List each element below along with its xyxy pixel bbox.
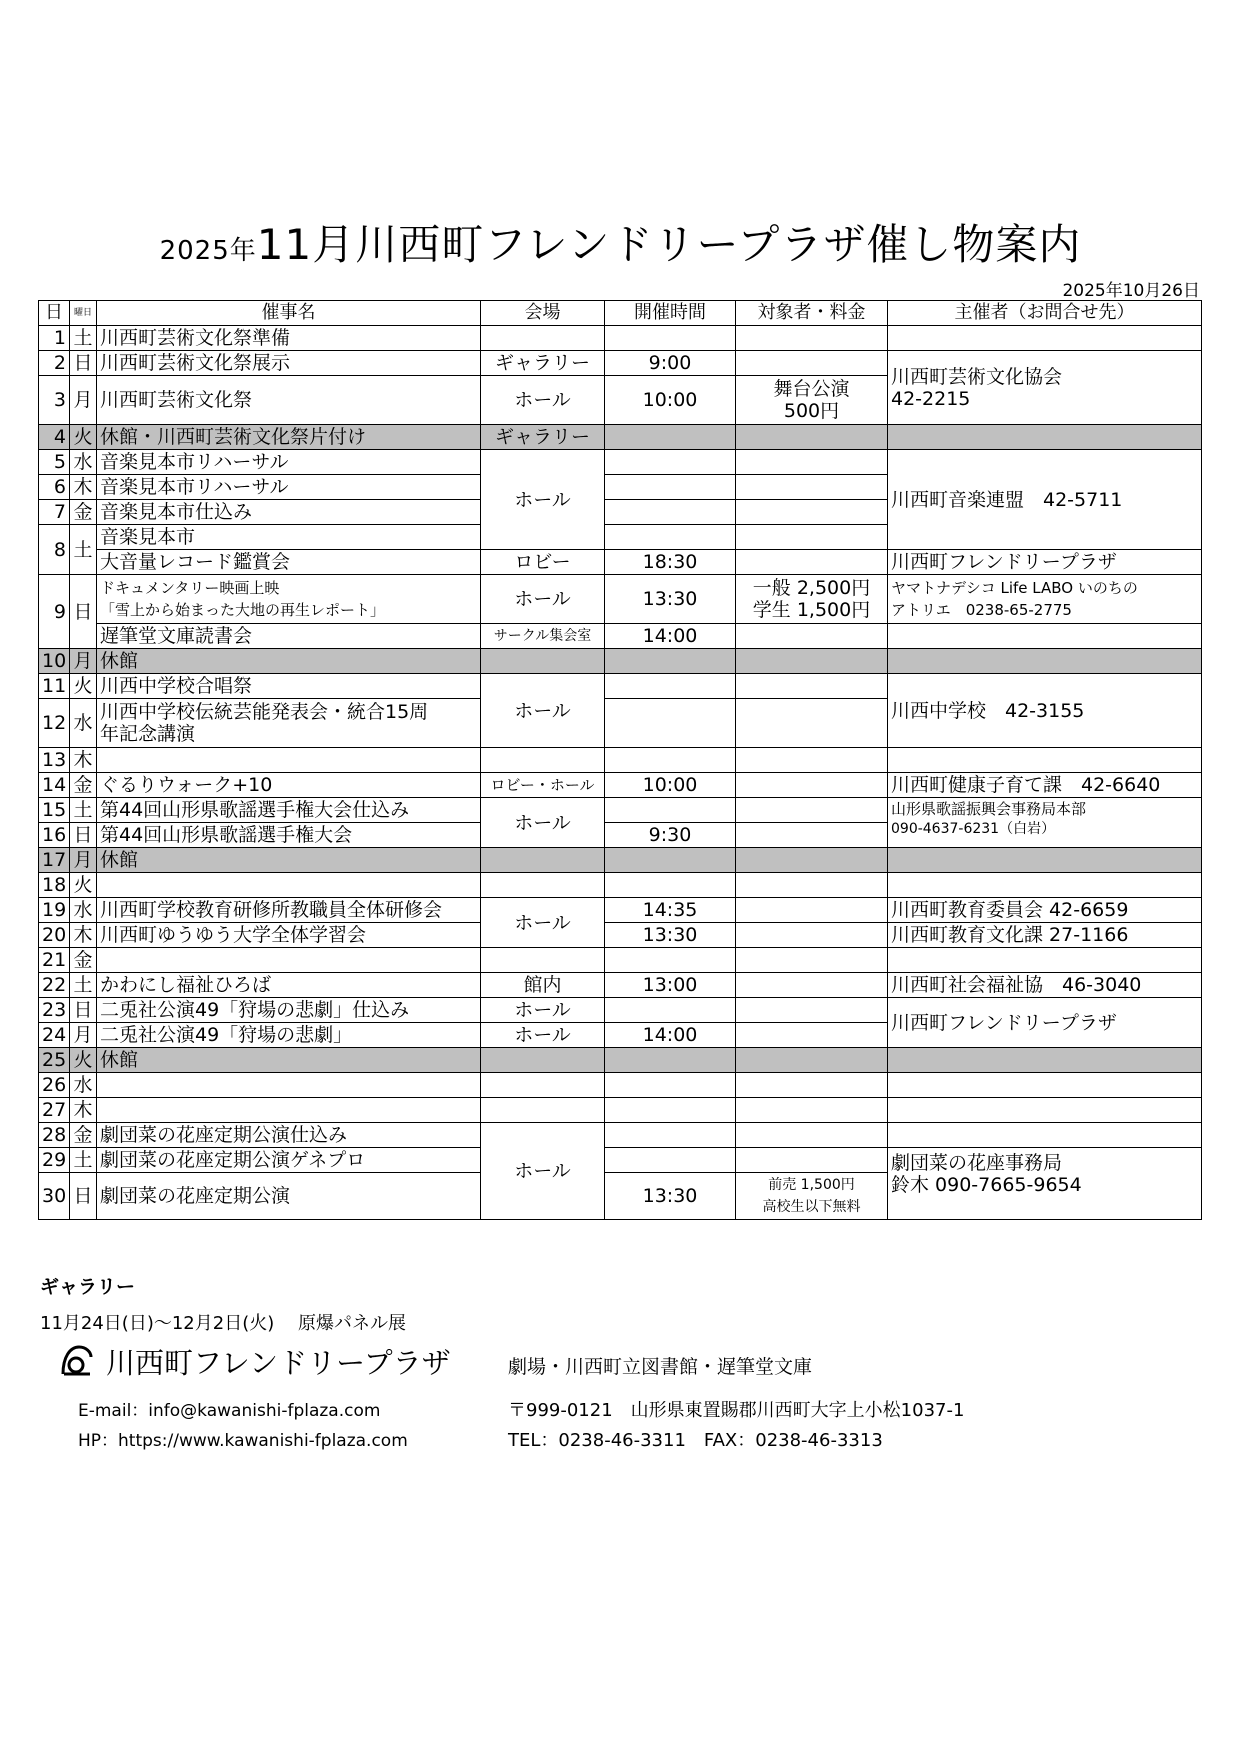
day-cell: 24 (39, 1023, 70, 1048)
organizer-phone: アトリエ 0238-65-2775 (891, 601, 1072, 619)
table-row (39, 973, 1202, 998)
event-cell (97, 748, 481, 773)
day-cell: 17 (39, 848, 70, 873)
table-row (39, 450, 1202, 475)
venue-cell (481, 649, 605, 674)
fee-price: 500円 (783, 400, 840, 422)
organizer-cell (888, 575, 1202, 624)
venue-cell: ホール (481, 575, 605, 624)
time-cell (605, 649, 736, 674)
day-cell: 19 (39, 898, 70, 923)
time-cell (605, 1048, 736, 1073)
table-row (39, 624, 1202, 649)
time-cell (605, 450, 736, 475)
time-cell (605, 948, 736, 973)
table-row (39, 351, 1202, 376)
weekday-cell: 金 (70, 500, 97, 525)
page-title: 2025年11月川西町フレンドリープラザ催し物案内 (159, 220, 1082, 269)
venue-cell (481, 848, 605, 873)
day-cell: 7 (39, 500, 70, 525)
weekday-cell: 火 (70, 1048, 97, 1073)
organizer-name: 山形県歌謡振興会事務局本部 (891, 800, 1087, 818)
fee-cell (736, 1173, 888, 1220)
col-weekday: 曜日 (70, 301, 97, 326)
event-cell: 休館 (97, 649, 481, 674)
footer-name: 川西町フレンドリープラザ (106, 1346, 451, 1380)
organizer-cell: 川西町フレンドリープラザ (888, 550, 1202, 575)
organizer-cell (888, 326, 1202, 351)
weekday-cell: 水 (70, 450, 97, 475)
col-venue: 会場 (481, 301, 605, 326)
fee-cell (736, 500, 888, 525)
table-row (39, 998, 1202, 1023)
organizer-cell (888, 873, 1202, 898)
event-cell: 川西町芸術文化祭展示 (97, 351, 481, 376)
venue-cell: ギャラリー (481, 351, 605, 376)
venue-cell: ホール (481, 1023, 605, 1048)
organizer-name: 劇団菜の花座事務局 (891, 1152, 1063, 1174)
event-title: ドキュメンタリー映画上映 (100, 579, 280, 597)
table-row (39, 674, 1202, 699)
table-row (39, 649, 1202, 674)
venue-cell: ホール (481, 998, 605, 1023)
weekday-cell: 月 (70, 848, 97, 873)
time-cell (605, 748, 736, 773)
weekday-cell: 火 (70, 674, 97, 699)
fee-cell (736, 699, 888, 748)
time-cell (605, 873, 736, 898)
day-cell: 22 (39, 973, 70, 998)
table-row (39, 326, 1202, 351)
table-row (39, 1098, 1202, 1123)
venue-cell: ホール (481, 450, 605, 550)
weekday-cell: 水 (70, 1073, 97, 1098)
weekday-cell: 土 (70, 326, 97, 351)
weekday-cell: 水 (70, 898, 97, 923)
event-cell (97, 1073, 481, 1098)
organizer-name: 川西町芸術文化協会 (891, 365, 1063, 388)
organizer-cell (888, 848, 1202, 873)
event-cell: 劇団菜の花座定期公演 (97, 1173, 481, 1220)
table-row (39, 425, 1202, 450)
event-cell (97, 575, 481, 624)
time-cell: 14:00 (605, 1023, 736, 1048)
event-cell: 大音量レコード鑑賞会 (97, 550, 481, 575)
organizer-cell: 川西町健康子育て課 42-6640 (888, 773, 1202, 798)
venue-cell: ホール (481, 376, 605, 425)
organizer-cell: 川西町社会福祉協 46-3040 (888, 973, 1202, 998)
table-row (39, 798, 1202, 823)
weekday-cell: 木 (70, 923, 97, 948)
weekday-cell: 木 (70, 475, 97, 500)
fee-cell (736, 649, 888, 674)
fee-cell (736, 898, 888, 923)
day-cell: 9 (39, 575, 70, 649)
time-cell: 18:30 (605, 550, 736, 575)
time-cell: 14:35 (605, 898, 736, 923)
venue-cell: ロビー・ホール (481, 773, 605, 798)
weekday-cell: 月 (70, 376, 97, 425)
venue-cell: ホール (481, 798, 605, 848)
event-cell (97, 1098, 481, 1123)
time-cell (605, 1123, 736, 1148)
fee-cell (736, 1073, 888, 1098)
weekday-cell: 月 (70, 1023, 97, 1048)
day-cell: 21 (39, 948, 70, 973)
venue-cell: サークル集会室 (481, 624, 605, 649)
organizer-cell: 川西町教育文化課 27-1166 (888, 923, 1202, 948)
table-row (39, 923, 1202, 948)
day-cell: 16 (39, 823, 70, 848)
weekday-cell: 土 (70, 798, 97, 823)
event-cell: 川西町芸術文化祭 (97, 376, 481, 425)
day-cell: 23 (39, 998, 70, 1023)
event-cell: 音楽見本市 (97, 525, 481, 550)
footer-facilities: 劇場・川西町立図書館・遅筆堂文庫 (508, 1356, 813, 1378)
event-cell (97, 873, 481, 898)
weekday-cell: 土 (70, 525, 97, 575)
fee-advance: 前売 1,500円 (768, 1177, 855, 1193)
time-cell (605, 1073, 736, 1098)
organizer-phone: 42-2215 (891, 387, 971, 410)
footer-address: 〒999-0121 山形県東置賜郡川西町大字上小松1037-1 (508, 1400, 965, 1421)
venue-cell: ホール (481, 898, 605, 948)
venue-cell: 館内 (481, 973, 605, 998)
fee-cell (736, 624, 888, 649)
table-row (39, 575, 1202, 624)
organizer-cell (888, 351, 1202, 425)
gallery-item: 11月24日(日)～12月2日(火) 原爆パネル展 (40, 1313, 406, 1334)
event-cell: ぐるりウォーク+10 (97, 773, 481, 798)
event-schedule-table (38, 300, 1202, 1220)
time-cell (605, 1098, 736, 1123)
event-cell: 川西町学校教育研修所教職員全体研修会 (97, 898, 481, 923)
plaza-logo-icon (60, 1343, 94, 1381)
fee-cell (736, 450, 888, 475)
event-cell: 第44回山形県歌謡選手権大会 (97, 823, 481, 848)
table-row (39, 748, 1202, 773)
organizer-cell (888, 1098, 1202, 1123)
time-cell: 9:00 (605, 351, 736, 376)
event-cell: かわにし福祉ひろば (97, 973, 481, 998)
event-cell: 音楽見本市リハーサル (97, 475, 481, 500)
fee-cell (736, 773, 888, 798)
day-cell: 26 (39, 1073, 70, 1098)
time-cell (605, 674, 736, 699)
fee-cell (736, 873, 888, 898)
venue-cell (481, 748, 605, 773)
venue-cell: ギャラリー (481, 425, 605, 450)
issue-date: 2025年10月26日 (1062, 281, 1200, 301)
gallery-heading: ギャラリー (40, 1276, 136, 1298)
weekday-cell: 水 (70, 699, 97, 748)
day-cell: 5 (39, 450, 70, 475)
fee-cell (736, 475, 888, 500)
organizer-cell (888, 1123, 1202, 1148)
organizer-phone: 鈴木 090-7665-9654 (891, 1174, 1082, 1196)
organizer-cell (888, 748, 1202, 773)
fee-general: 一般 2,500円 (752, 577, 871, 599)
weekday-cell: 日 (70, 823, 97, 848)
venue-cell: ロビー (481, 550, 605, 575)
event-cell: 川西町ゆうゆう大学全体学習会 (97, 923, 481, 948)
organizer-cell (888, 948, 1202, 973)
weekday-cell: 金 (70, 773, 97, 798)
event-cell: 休館・川西町芸術文化祭片付け (97, 425, 481, 450)
day-cell: 10 (39, 649, 70, 674)
fee-cell (736, 525, 888, 550)
weekday-cell: 金 (70, 948, 97, 973)
table-row (39, 873, 1202, 898)
table-header-row (39, 301, 1202, 326)
venue-cell (481, 1073, 605, 1098)
organizer-cell (888, 1148, 1202, 1220)
fee-cell (736, 1123, 888, 1148)
organizer-cell: 川西中学校 42-3155 (888, 674, 1202, 748)
day-cell: 18 (39, 873, 70, 898)
weekday-cell: 日 (70, 998, 97, 1023)
table-row (39, 898, 1202, 923)
day-cell: 3 (39, 376, 70, 425)
weekday-cell: 火 (70, 873, 97, 898)
day-cell: 20 (39, 923, 70, 948)
table-row (39, 550, 1202, 575)
organizer-cell (888, 1073, 1202, 1098)
organizer-cell: 川西町教育委員会 42-6659 (888, 898, 1202, 923)
event-cell: 第44回山形県歌謡選手権大会仕込み (97, 798, 481, 823)
organizer-cell (888, 798, 1202, 848)
fee-label: 舞台公演 (773, 378, 850, 400)
organizer-phone: 090-4637-6231（白岩） (891, 821, 1056, 837)
venue-cell (481, 1048, 605, 1073)
table-row (39, 773, 1202, 798)
fee-cell (736, 1048, 888, 1073)
time-cell: 13:30 (605, 1173, 736, 1220)
table-row (39, 848, 1202, 873)
time-cell (605, 525, 736, 550)
fee-youth: 高校生以下無料 (762, 1199, 861, 1215)
fee-cell (736, 923, 888, 948)
event-cell: 川西町芸術文化祭準備 (97, 326, 481, 351)
weekday-cell: 日 (70, 1173, 97, 1220)
weekday-cell: 日 (70, 351, 97, 376)
event-title: 川西中学校伝統芸能発表会・統合15周 (100, 701, 429, 723)
day-cell: 8 (39, 525, 70, 575)
day-cell: 28 (39, 1123, 70, 1148)
venue-cell: ホール (481, 674, 605, 748)
day-cell: 27 (39, 1098, 70, 1123)
venue-cell (481, 948, 605, 973)
event-cell: 音楽見本市仕込み (97, 500, 481, 525)
fee-student: 学生 1,500円 (752, 599, 871, 621)
time-cell (605, 326, 736, 351)
footer-email: E-mail：info@kawanishi-fplaza.com (78, 1401, 381, 1421)
day-cell: 14 (39, 773, 70, 798)
weekday-cell: 金 (70, 1123, 97, 1148)
col-time: 開催時間 (605, 301, 736, 326)
event-cell: 休館 (97, 1048, 481, 1073)
day-cell: 30 (39, 1173, 70, 1220)
event-cell: 劇団菜の花座定期公演ゲネプロ (97, 1148, 481, 1173)
fee-cell (736, 1098, 888, 1123)
col-day: 日 (39, 301, 70, 326)
col-fee: 対象者・料金 (736, 301, 888, 326)
event-cell (97, 948, 481, 973)
day-cell: 29 (39, 1148, 70, 1173)
time-cell: 14:00 (605, 624, 736, 649)
fee-cell (736, 973, 888, 998)
fee-cell (736, 823, 888, 848)
table-row (39, 1048, 1202, 1073)
venue-cell (481, 326, 605, 351)
day-cell: 2 (39, 351, 70, 376)
event-cell: 劇団菜の花座定期公演仕込み (97, 1123, 481, 1148)
time-cell (605, 998, 736, 1023)
time-cell (605, 475, 736, 500)
event-cell: 音楽見本市リハーサル (97, 450, 481, 475)
footer-address-block (508, 1396, 964, 1456)
footer-homepage: HP：https://www.kawanishi-fplaza.com (78, 1431, 408, 1451)
table-row (39, 1148, 1202, 1173)
fee-cell (736, 848, 888, 873)
weekday-cell: 土 (70, 973, 97, 998)
weekday-cell: 土 (70, 1148, 97, 1173)
event-subtitle: 「雪上から始まった大地の再生レポート」 (100, 601, 386, 619)
venue-cell: ホール (481, 1123, 605, 1220)
day-cell: 1 (39, 326, 70, 351)
time-cell: 13:30 (605, 575, 736, 624)
weekday-cell: 日 (70, 575, 97, 649)
fee-cell (736, 351, 888, 376)
weekday-cell: 木 (70, 1098, 97, 1123)
time-cell (605, 1148, 736, 1173)
organizer-cell: 川西町フレンドリープラザ (888, 998, 1202, 1048)
venue-cell (481, 1098, 605, 1123)
organizer-name: ヤマトナデシコ Life LABO いのちの (891, 579, 1138, 597)
weekday-cell: 火 (70, 425, 97, 450)
event-title-cont: 年記念講演 (100, 723, 196, 745)
footer-logo (60, 1341, 451, 1382)
fee-cell (736, 948, 888, 973)
gallery-section (40, 1272, 406, 1335)
day-cell: 11 (39, 674, 70, 699)
fee-cell (736, 550, 888, 575)
weekday-cell: 木 (70, 748, 97, 773)
footer-contact (78, 1396, 408, 1456)
day-cell: 6 (39, 475, 70, 500)
time-cell (605, 699, 736, 748)
time-cell: 13:30 (605, 923, 736, 948)
footer-phone-fax: TEL：0238-46-3311 FAX：0238-46-3313 (508, 1430, 883, 1451)
time-cell: 10:00 (605, 773, 736, 798)
day-cell: 12 (39, 699, 70, 748)
event-cell: 遅筆堂文庫読書会 (97, 624, 481, 649)
time-cell (605, 425, 736, 450)
day-cell: 13 (39, 748, 70, 773)
event-cell (97, 699, 481, 748)
time-cell: 9:30 (605, 823, 736, 848)
event-cell: 川西中学校合唱祭 (97, 674, 481, 699)
table-row (39, 948, 1202, 973)
time-cell: 13:00 (605, 973, 736, 998)
col-event: 催事名 (97, 301, 481, 326)
time-cell (605, 798, 736, 823)
event-cell: 二兎社公演49「狩場の悲劇」仕込み (97, 998, 481, 1023)
fee-cell (736, 1148, 888, 1173)
day-cell: 4 (39, 425, 70, 450)
fee-cell (736, 748, 888, 773)
table-row (39, 1123, 1202, 1148)
organizer-cell (888, 624, 1202, 649)
fee-cell (736, 674, 888, 699)
table-row (39, 1073, 1202, 1098)
time-cell (605, 848, 736, 873)
fee-cell (736, 575, 888, 624)
time-cell (605, 500, 736, 525)
venue-cell (481, 873, 605, 898)
fee-cell (736, 376, 888, 425)
day-cell: 15 (39, 798, 70, 823)
event-cell: 休館 (97, 848, 481, 873)
fee-cell (736, 798, 888, 823)
fee-cell (736, 326, 888, 351)
day-cell: 25 (39, 1048, 70, 1073)
time-cell: 10:00 (605, 376, 736, 425)
fee-cell (736, 425, 888, 450)
organizer-cell (888, 425, 1202, 450)
event-cell: 二兎社公演49「狩場の悲劇」 (97, 1023, 481, 1048)
organizer-cell (888, 1048, 1202, 1073)
weekday-cell: 月 (70, 649, 97, 674)
col-organizer: 主催者（お問合せ先） (888, 301, 1202, 326)
fee-cell (736, 998, 888, 1023)
organizer-cell (888, 649, 1202, 674)
fee-cell (736, 1023, 888, 1048)
organizer-cell: 川西町音楽連盟 42-5711 (888, 450, 1202, 550)
